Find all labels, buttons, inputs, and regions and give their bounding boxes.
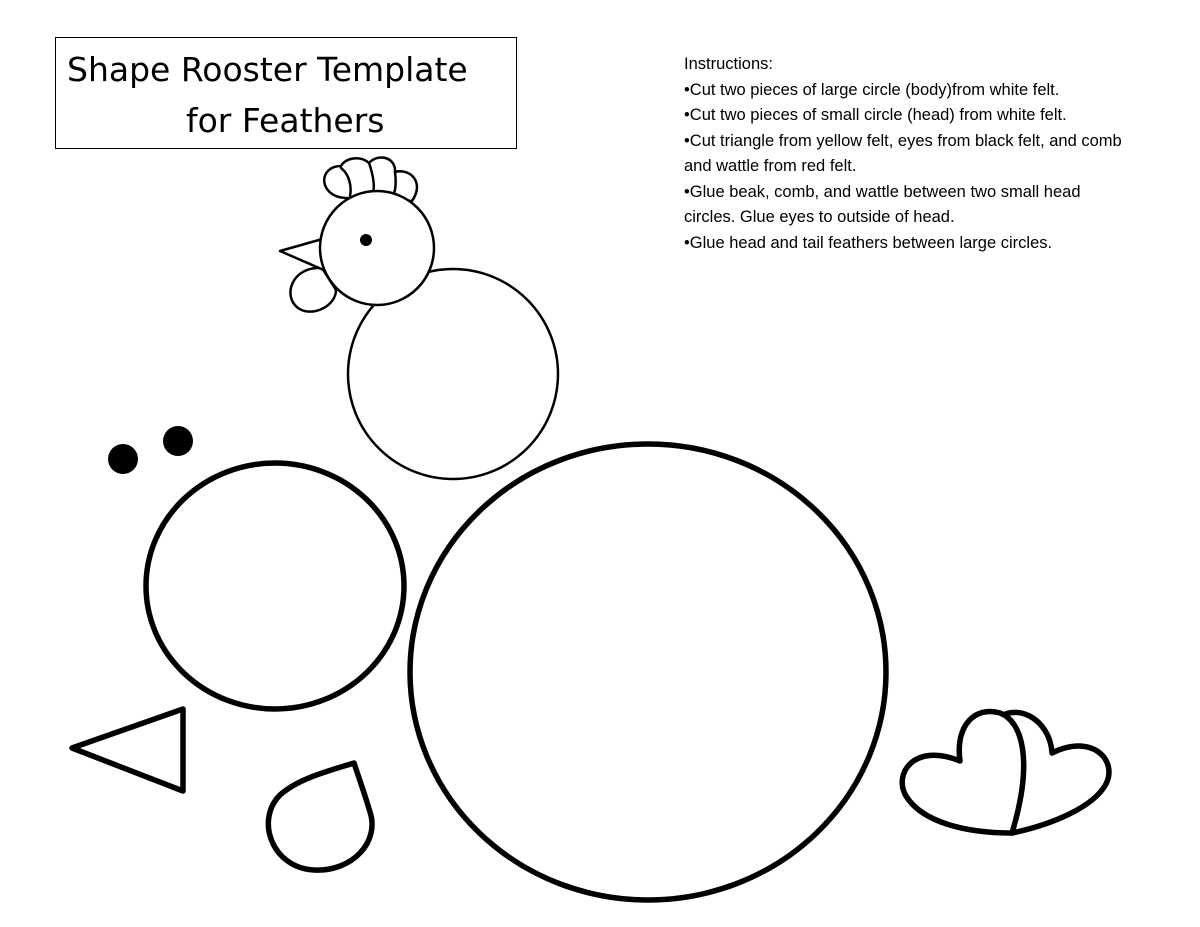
rooster-eye xyxy=(360,234,372,246)
assembled-rooster xyxy=(280,157,558,479)
wattle-teardrop-piece xyxy=(268,763,372,870)
body-circle-piece xyxy=(410,444,886,900)
template-pieces xyxy=(72,426,1109,900)
rooster-head xyxy=(320,191,434,305)
instruction-item: •Cut two pieces of large circle (body)from white felt. xyxy=(684,80,1060,99)
beak-triangle-piece xyxy=(72,709,183,791)
instruction-item: •Cut two pieces of small circle (head) from white felt. xyxy=(684,106,1067,124)
instructions-heading: Instructions: xyxy=(684,55,773,73)
instruction-item: •Glue head and tail feathers between large circles. xyxy=(684,233,1053,252)
eye-piece-left xyxy=(108,444,138,474)
title-line-2: for Feathers xyxy=(186,101,385,140)
head-circle-piece xyxy=(146,463,404,709)
tail-feather-front xyxy=(902,712,1023,833)
eye-piece-right xyxy=(163,426,193,456)
instruction-item: •Glue beak, comb, and wattle between two small head circles. Glue eyes to outside of head. xyxy=(684,182,1081,226)
title-line-1: Shape Rooster Template xyxy=(67,50,468,89)
instruction-item: •Cut triangle from yellow felt, eyes from black felt, and comb and wattle from red felt. xyxy=(684,131,1122,175)
